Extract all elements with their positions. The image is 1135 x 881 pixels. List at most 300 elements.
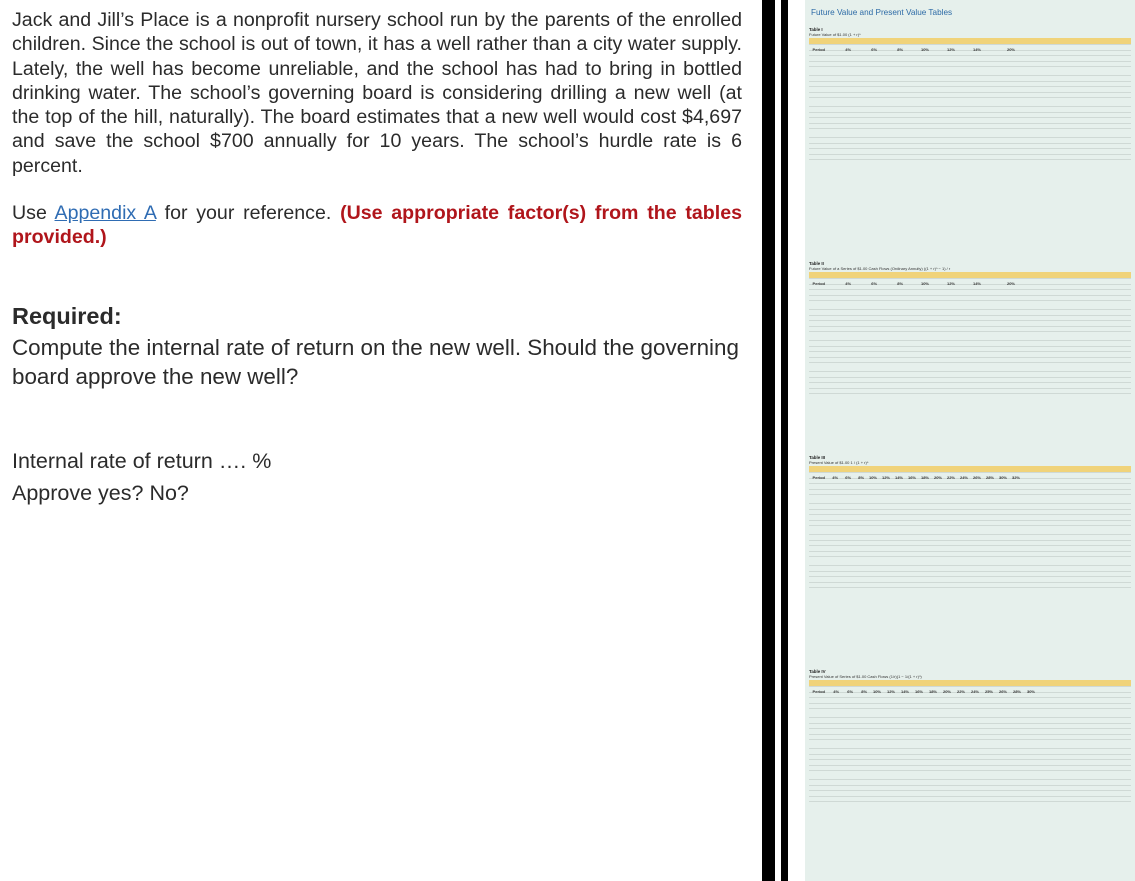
table-cell: [851, 351, 877, 352]
table-cell: [909, 770, 923, 771]
table-cell: [909, 744, 923, 745]
table-cell: [877, 294, 903, 295]
table-cell: [929, 545, 942, 546]
table-cell: [955, 362, 981, 363]
table-cell: [1021, 702, 1035, 703]
table-cell: [929, 483, 942, 484]
table-cell: [955, 556, 968, 557]
table-cell: [981, 164, 1015, 165]
table-cell: [942, 483, 955, 484]
table-cell: [955, 66, 981, 67]
table-cell: [864, 494, 877, 495]
table-cell: [851, 561, 864, 562]
table-cell: [981, 576, 994, 577]
table-cell: [809, 148, 825, 149]
table-cell: [881, 691, 895, 692]
table-cell: [929, 289, 955, 290]
table-cell: [853, 770, 867, 771]
table-cell: [867, 697, 881, 698]
column-header: 8%: [861, 689, 867, 694]
table-cell: [825, 159, 851, 160]
table-cell: [929, 556, 942, 557]
table-cell: [968, 556, 981, 557]
table-cell: [825, 153, 851, 154]
table-cell: [864, 570, 877, 571]
table-cell: [809, 283, 825, 284]
table-cell: [981, 351, 1015, 352]
table-cell: [955, 294, 981, 295]
table-cell: [851, 102, 877, 103]
table-cell: [955, 133, 981, 134]
table-cell: [851, 376, 877, 377]
table-cell: [993, 790, 1007, 791]
table-cell: [968, 592, 981, 593]
table-cell: [1007, 530, 1020, 531]
table-cell: [951, 795, 965, 796]
table-cell: [909, 739, 923, 740]
table-cell: [923, 713, 937, 714]
table-cell: [864, 477, 877, 478]
table-cell: [851, 164, 877, 165]
table-cell: [965, 733, 979, 734]
table-cell: [929, 320, 955, 321]
table-cell: [903, 398, 929, 399]
table-cell: [867, 784, 881, 785]
table-cell: [877, 336, 903, 337]
table-cell: [929, 376, 955, 377]
table-cell: [1007, 722, 1021, 723]
table-cell: [895, 784, 909, 785]
table-cell: [851, 49, 877, 50]
table-cell: [890, 556, 903, 557]
table-cell: [825, 393, 851, 394]
table-cell: [979, 775, 993, 776]
table-cell: [965, 801, 979, 802]
column-header: Period: [812, 47, 825, 52]
table-cell: [955, 488, 968, 489]
table-cell: [994, 539, 1007, 540]
table-cell: [955, 55, 981, 56]
table-cell: [965, 795, 979, 796]
table-cell: [851, 530, 864, 531]
table-cell: [929, 477, 942, 478]
table-cell: [890, 499, 903, 500]
table-cell: [877, 320, 903, 321]
table-cell: [903, 508, 916, 509]
table-cell: [1007, 545, 1020, 546]
table-cell: [867, 759, 881, 760]
table-cell: [993, 806, 1007, 807]
table-cell: [838, 499, 851, 500]
table-cell: [1007, 697, 1021, 698]
table-cell: [809, 86, 825, 87]
table-cell: [851, 570, 864, 571]
table-cell: [981, 49, 1015, 50]
table-cell: [825, 122, 851, 123]
table-cell: [839, 744, 853, 745]
table-cell: [881, 702, 895, 703]
column-header: 24%: [970, 689, 979, 694]
table-cell: [809, 91, 825, 92]
table-cell: [825, 499, 838, 500]
table-cell: [981, 367, 1015, 368]
table-cell: [937, 722, 951, 723]
table-cell: [851, 320, 877, 321]
table-cell: [890, 550, 903, 551]
table-cell: [851, 111, 877, 112]
table-cell: [937, 744, 951, 745]
table-cell: [993, 691, 1007, 692]
table-ii-rows: [809, 278, 1131, 399]
appendix-note: (Use appropriate factor(s) from the tables provided.): [12, 202, 742, 249]
table-cell: [838, 561, 851, 562]
table-cell: [955, 393, 981, 394]
table-cell: [877, 519, 890, 520]
table-cell: [903, 102, 929, 103]
table-cell: [895, 713, 909, 714]
table-cell: [903, 367, 929, 368]
table-cell: [981, 494, 994, 495]
table-cell: [951, 691, 965, 692]
table-cell: [955, 351, 981, 352]
table-cell: [903, 494, 916, 495]
table-cell: [903, 576, 916, 577]
table-cell: [809, 80, 825, 81]
table-cell: [895, 702, 909, 703]
table-cell: [877, 55, 903, 56]
table-cell: [955, 49, 981, 50]
table-cell: [895, 739, 909, 740]
table-cell: [942, 488, 955, 489]
table-cell: [853, 784, 867, 785]
table-cell: [1007, 759, 1021, 760]
table-cell: [1007, 708, 1021, 709]
table-cell: [890, 514, 903, 515]
table-cell: [853, 697, 867, 698]
table-cell: [809, 733, 825, 734]
table-cell: [881, 770, 895, 771]
table-cell: [981, 66, 1015, 67]
table-i-subtitle: Future Value of $1.00 (1 + r)ⁿ: [809, 32, 861, 37]
table-cell: [955, 345, 981, 346]
table-cell: [929, 530, 942, 531]
table-cell: [923, 770, 937, 771]
table-cell: [942, 519, 955, 520]
table-cell: [851, 71, 877, 72]
table-cell: [825, 55, 851, 56]
table-cell: [937, 713, 951, 714]
table-cell: [981, 111, 1015, 112]
table-cell: [867, 795, 881, 796]
table-cell: [825, 784, 839, 785]
table-cell: [825, 382, 851, 383]
table-cell: [825, 790, 839, 791]
table-cell: [1021, 795, 1035, 796]
table-cell: [877, 387, 903, 388]
table-cell: [916, 488, 929, 489]
table-cell: [895, 801, 909, 802]
table-cell: [881, 722, 895, 723]
table-cell: [838, 587, 851, 588]
table-cell: [895, 753, 909, 754]
table-cell: [923, 733, 937, 734]
table-cell: [955, 305, 981, 306]
table-cell: [851, 314, 877, 315]
table-cell: [929, 345, 955, 346]
table-cell: [838, 494, 851, 495]
table-cell: [851, 283, 877, 284]
table-cell: [881, 744, 895, 745]
table-cell: [1021, 691, 1035, 692]
table-cell: [851, 556, 864, 557]
table-cell: [864, 581, 877, 582]
table-cell: [1007, 561, 1020, 562]
table-cell: [877, 508, 890, 509]
table-cell: [877, 153, 903, 154]
table-cell: [955, 525, 968, 526]
table-cell: [903, 336, 929, 337]
table-cell: [929, 71, 955, 72]
table-cell: [877, 345, 903, 346]
table-cell: [851, 382, 877, 383]
table-cell: [825, 283, 851, 284]
table-row: [809, 159, 1131, 165]
table-cell: [825, 739, 839, 740]
table-cell: [929, 393, 955, 394]
table-cell: [853, 733, 867, 734]
table-cell: [916, 519, 929, 520]
table-cell: [923, 739, 937, 740]
table-cell: [951, 708, 965, 709]
table-cell: [916, 539, 929, 540]
table-cell: [851, 393, 877, 394]
table-cell: [909, 775, 923, 776]
table-cell: [1021, 790, 1035, 791]
table-cell: [853, 795, 867, 796]
table-cell: [1007, 702, 1021, 703]
column-header: 10%: [920, 47, 929, 52]
table-cell: [968, 570, 981, 571]
table-cell: [877, 314, 903, 315]
table-cell: [909, 753, 923, 754]
table-cell: [839, 733, 853, 734]
table-cell: [1007, 806, 1021, 807]
table-cell: [809, 49, 825, 50]
table-cell: [877, 514, 890, 515]
table-cell: [825, 494, 838, 495]
table-cell: [942, 576, 955, 577]
table-cell: [809, 790, 825, 791]
table-cell: [877, 91, 903, 92]
table-cell: [809, 525, 825, 526]
table-cell: [809, 153, 825, 154]
table-cell: [979, 801, 993, 802]
table-cell: [867, 801, 881, 802]
table-cell: [951, 728, 965, 729]
table-cell: [916, 514, 929, 515]
table-cell: [809, 164, 825, 165]
table-cell: [929, 356, 955, 357]
table-cell: [994, 494, 1007, 495]
table-cell: [903, 91, 929, 92]
table-cell: [965, 770, 979, 771]
table-iii-rows: [809, 472, 1131, 593]
table-cell: [877, 483, 890, 484]
table-cell: [895, 770, 909, 771]
table-cell: [903, 519, 916, 520]
column-header: 24%: [959, 475, 968, 480]
table-cell: [979, 790, 993, 791]
table-cell: [981, 142, 1015, 143]
table-iii-subtitle: Present Value of $1.00 1 / (1 + r)ⁿ: [809, 460, 869, 465]
table-cell: [825, 702, 839, 703]
table-cell: [881, 775, 895, 776]
table-cell: [825, 697, 839, 698]
table-cell: [951, 759, 965, 760]
table-cell: [937, 759, 951, 760]
table-cell: [994, 519, 1007, 520]
table-cell: [809, 722, 825, 723]
table-cell: [929, 294, 955, 295]
table-cell: [809, 97, 825, 98]
table-cell: [877, 159, 903, 160]
table-cell: [853, 790, 867, 791]
table-cell: [825, 331, 851, 332]
table-cell: [809, 494, 825, 495]
table-cell: [881, 753, 895, 754]
table-cell: [903, 314, 929, 315]
table-cell: [929, 102, 955, 103]
table-cell: [825, 133, 851, 134]
table-cell: [838, 477, 851, 478]
table-cell: [929, 111, 955, 112]
table-cell: [1007, 581, 1020, 582]
table-cell: [903, 556, 916, 557]
table-cell: [838, 581, 851, 582]
table-cell: [903, 80, 929, 81]
table-cell: [809, 691, 825, 692]
column-header: 32%: [1011, 475, 1020, 480]
table-cell: [825, 376, 851, 377]
table-cell: [839, 795, 853, 796]
table-cell: [955, 570, 968, 571]
table-cell: [981, 289, 1015, 290]
table-cell: [851, 159, 877, 160]
table-cell: [981, 488, 994, 489]
table-cell: [929, 164, 955, 165]
table-cell: [916, 499, 929, 500]
table-cell: [877, 477, 890, 478]
table-cell: [929, 91, 955, 92]
table-cell: [929, 305, 955, 306]
table-cell: [965, 744, 979, 745]
table-cell: [851, 387, 877, 388]
table-cell: [877, 331, 903, 332]
table-cell: [809, 398, 825, 399]
table-cell: [929, 351, 955, 352]
table-cell: [1007, 477, 1020, 478]
table-cell: [895, 708, 909, 709]
table-cell: [903, 525, 916, 526]
table-cell: [809, 561, 825, 562]
table-cell: [929, 128, 955, 129]
table-cell: [965, 708, 979, 709]
table-cell: [809, 530, 825, 531]
table-cell: [809, 351, 825, 352]
table-ii-subtitle: Future Value of a Series of $1.00 Cash Flows (Ordinary Annuity) ((1 + r)ⁿ − 1) / r: [809, 266, 951, 271]
table-cell: [937, 770, 951, 771]
table-cell: [929, 494, 942, 495]
table-cell: [877, 305, 903, 306]
table-cell: [994, 545, 1007, 546]
table-cell: [825, 117, 851, 118]
table-cell: [937, 753, 951, 754]
table-cell: [877, 581, 890, 582]
table-cell: [929, 117, 955, 118]
column-header: 6%: [847, 689, 853, 694]
table-cell: [951, 713, 965, 714]
table-cell: [839, 697, 853, 698]
table-cell: [853, 806, 867, 807]
table-cell: [981, 530, 994, 531]
table-cell: [994, 576, 1007, 577]
table-cell: [895, 759, 909, 760]
table-cell: [981, 382, 1015, 383]
table-cell: [825, 545, 838, 546]
table-cell: [994, 592, 1007, 593]
table-cell: [851, 539, 864, 540]
table-cell: [1007, 508, 1020, 509]
table-cell: [968, 545, 981, 546]
table-cell: [923, 744, 937, 745]
table-cell: [955, 550, 968, 551]
table-cell: [903, 128, 929, 129]
table-cell: [1007, 483, 1020, 484]
table-cell: [839, 764, 853, 765]
table-cell: [839, 728, 853, 729]
table-cell: [909, 784, 923, 785]
table-cell: [955, 576, 968, 577]
table-cell: [968, 576, 981, 577]
column-header: 10%: [868, 475, 877, 480]
table-cell: [877, 550, 890, 551]
table-cell: [929, 519, 942, 520]
table-cell: [809, 387, 825, 388]
table-cell: [877, 362, 903, 363]
table-cell: [877, 376, 903, 377]
table-cell: [903, 362, 929, 363]
column-header: 16%: [907, 475, 916, 480]
table-cell: [916, 483, 929, 484]
table-cell: [890, 570, 903, 571]
table-cell: [877, 128, 903, 129]
table-cell: [895, 691, 909, 692]
table-i-rows: [809, 44, 1131, 165]
table-cell: [994, 587, 1007, 588]
appendix-a-link[interactable]: Appendix A: [54, 202, 156, 224]
table-ii-label: Table II: [809, 261, 824, 266]
divider-bar: [781, 0, 788, 881]
table-cell: [909, 722, 923, 723]
table-cell: [809, 294, 825, 295]
table-cell: [981, 117, 1015, 118]
table-cell: [929, 587, 942, 588]
table-cell: [809, 483, 825, 484]
table-cell: [955, 300, 981, 301]
table-cell: [993, 708, 1007, 709]
table-cell: [909, 790, 923, 791]
table-cell: [1007, 728, 1021, 729]
